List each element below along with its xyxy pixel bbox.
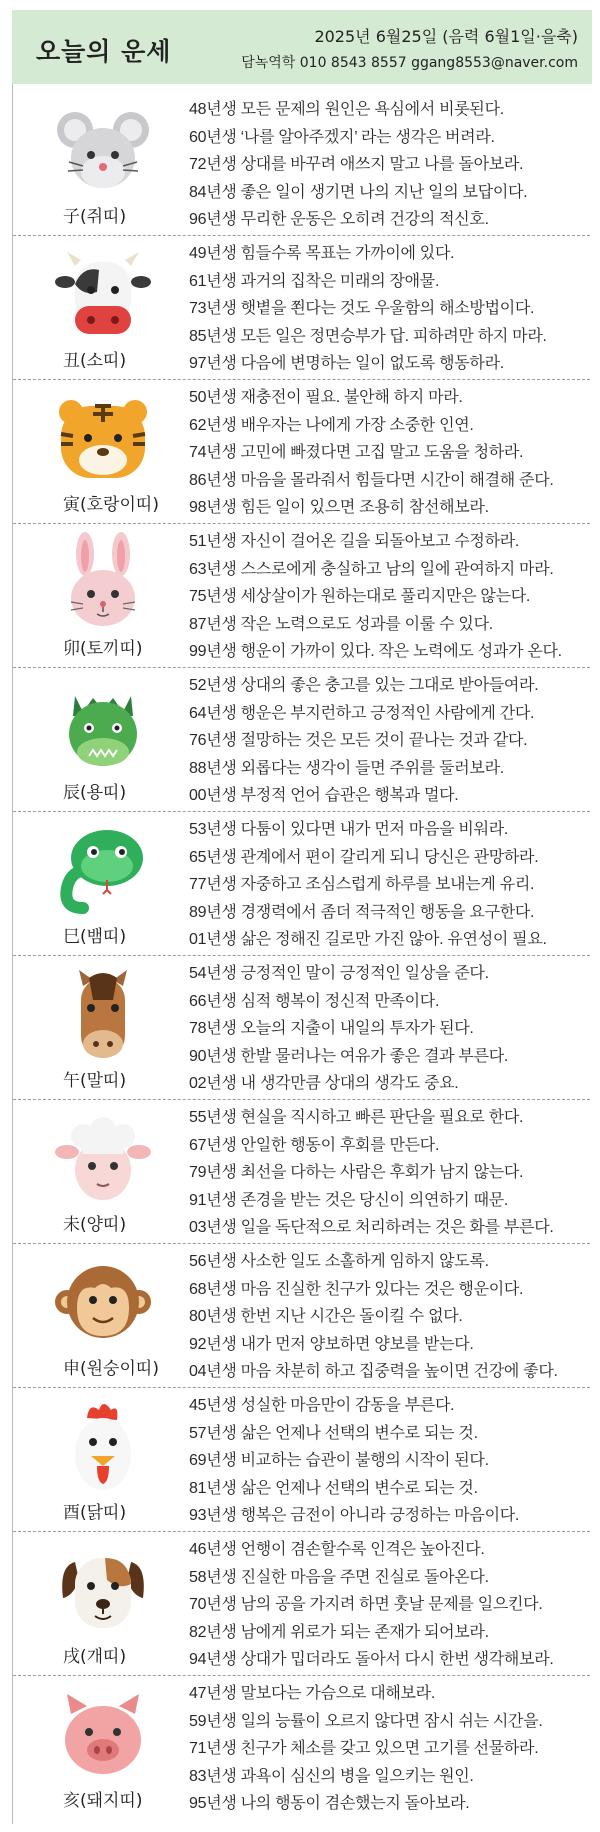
fortune-lines	[189, 1536, 589, 1674]
fortune-line: 01년생 삶은 정해진 길로만 가진 않아. 유연성이 필요.	[189, 931, 547, 948]
zodiac-row-5	[13, 668, 590, 812]
fortune-line: 95년생 나의 행동이 겸손했는지 돌아보라.	[189, 1795, 470, 1812]
monkey-icon	[53, 1252, 153, 1352]
zodiac-list	[13, 92, 590, 1820]
fortune-line: 87년생 작은 노력으로도 성과를 이룰 수 있다.	[189, 615, 493, 633]
fortune-line: 52년생 상대의 좋은 충고를 있는 그대로 받아들여라.	[189, 677, 539, 694]
zodiac-row-6	[13, 812, 590, 956]
fortune-line: 45년생 성실한 마음만이 감동을 부른다.	[189, 1397, 455, 1414]
zodiac-row-2	[13, 236, 590, 380]
fortune-line: 93년생 행복은 금전이 아니라 긍정하는 마음이다.	[189, 1507, 520, 1524]
fortune-lines	[189, 1104, 589, 1242]
pig-icon	[53, 1684, 153, 1784]
fortune-line: 61년생 과거의 집착은 미래의 장애물.	[189, 272, 440, 290]
fortune-line: 60년생 ‘나를 알아주겠지’ 라는 생각은 버려라.	[189, 128, 495, 146]
zodiac-label: 寅(호랑이띠)	[63, 495, 159, 515]
fortune-line: 71년생 친구가 체소를 갖고 있으면 고기를 선물하라.	[189, 1740, 539, 1757]
fortune-line: 65년생 관계에서 편이 갈리게 되니 당신은 관망하라.	[189, 848, 539, 866]
fortune-line: 02년생 내 생각만큼 상대의 생각도 중요.	[189, 1075, 459, 1092]
fortune-line: 82년생 남에게 위로가 되는 존재가 되어보라.	[189, 1623, 489, 1641]
fortune-line: 85년생 모든 일은 정면승부가 답. 피하려만 하지 마라.	[189, 327, 547, 345]
zodiac-row-8	[13, 1100, 590, 1244]
horse-icon	[53, 964, 153, 1064]
dog-icon	[53, 1540, 153, 1640]
zodiac-label: 酉(닭띠)	[63, 1503, 127, 1523]
fortune-line: 78년생 오늘의 지출이 내일의 투자가 된다.	[189, 1020, 474, 1037]
ox-icon	[53, 244, 153, 344]
zodiac-label: 亥(돼지띠)	[63, 1791, 143, 1811]
fortune-lines	[189, 96, 589, 234]
zodiac-label: 卯(토끼띠)	[63, 639, 143, 659]
fortune-line: 98년생 힘든 일이 있으면 조용히 참선해보라.	[189, 499, 489, 516]
fortune-lines	[189, 1248, 589, 1386]
fortune-line: 69년생 비교하는 습관이 불행의 시작이 된다.	[189, 1452, 489, 1469]
fortune-line: 04년생 마음 차분히 하고 집중력을 높이면 건강에 좋다.	[189, 1363, 558, 1380]
fortune-line: 74년생 고민에 빠졌다면 고집 말고 도움을 청하라.	[189, 444, 524, 461]
fortune-line: 48년생 모든 문제의 원인은 욕심에서 비롯된다.	[189, 101, 504, 118]
fortune-line: 63년생 스스로에게 충실하고 남의 일에 관여하지 마라.	[189, 560, 554, 578]
zodiac-label: 巳(뱀띠)	[63, 927, 127, 947]
fortune-line: 68년생 마음 진실한 친구가 있다는 것은 행운이다.	[189, 1280, 524, 1298]
zodiac-row-12	[13, 1676, 590, 1820]
zodiac-row-9	[13, 1244, 590, 1388]
fortune-line: 70년생 남의 공을 가지려 하면 훗날 문제를 일으킨다.	[189, 1596, 543, 1613]
sheep-icon	[53, 1108, 153, 1208]
fortune-lines	[189, 672, 589, 810]
fortune-lines	[189, 528, 589, 666]
fortune-lines	[189, 1392, 589, 1530]
fortune-line: 76년생 절망하는 것은 모든 것이 끝나는 것과 같다.	[189, 732, 528, 749]
fortune-line: 83년생 과욕이 심신의 병을 일으키는 원인.	[189, 1767, 474, 1785]
fortune-line: 72년생 상대를 바꾸려 애쓰지 말고 나를 돌아보라.	[189, 156, 524, 173]
fortune-line: 99년생 행운이 가까이 있다. 작은 노력에도 성과가 온다.	[189, 643, 562, 660]
zodiac-row-11	[13, 1532, 590, 1676]
date-line: 2025년 6월25일 (음력 6월1일·을축)	[314, 27, 578, 46]
fortune-line: 75년생 세상살이가 원하는대로 풀리지만은 않는다.	[189, 588, 531, 605]
fortune-line: 53년생 다툼이 있다면 내가 먼저 마음을 비워라.	[189, 821, 509, 838]
zodiac-label: 午(말띠)	[63, 1071, 127, 1091]
fortune-line: 59년생 일의 능률이 오르지 않다면 잠시 쉬는 시간을.	[189, 1712, 543, 1730]
rat-icon	[53, 100, 153, 200]
fortune-line: 89년생 경쟁력에서 좀더 적극적인 행동을 요구한다.	[189, 903, 535, 921]
fortune-line: 94년생 상대가 밉더라도 돌아서 다시 한번 생각해보라.	[189, 1651, 554, 1668]
dragon-icon	[53, 676, 153, 776]
fortune-line: 54년생 긍정적인 말이 긍정적인 일상을 준다.	[189, 965, 489, 982]
fortune-line: 79년생 최선을 다하는 사람은 후회가 남지 않는다.	[189, 1164, 524, 1181]
fortune-line: 97년생 다음에 변명하는 일이 없도록 행동하라.	[189, 355, 504, 372]
fortune-line: 50년생 재충전이 필요. 불안해 하지 마라.	[189, 389, 463, 406]
zodiac-row-1	[13, 92, 590, 236]
page-title: 오늘의 운세	[36, 37, 172, 66]
zodiac-label: 辰(용띠)	[63, 783, 127, 803]
fortune-line: 51년생 자신이 걸어온 길을 되돌아보고 수정하라.	[189, 533, 520, 550]
zodiac-row-10	[13, 1388, 590, 1532]
zodiac-label: 戌(개띠)	[63, 1647, 127, 1667]
zodiac-label: 申(원숭이띠)	[63, 1359, 159, 1379]
zodiac-row-3	[13, 380, 590, 524]
fortune-line: 55년생 현실을 직시하고 빠른 판단을 필요로 한다.	[189, 1109, 524, 1126]
zodiac-label: 丑(소띠)	[63, 351, 127, 371]
fortune-lines	[189, 960, 589, 1098]
fortune-line: 73년생 햇볕을 쬔다는 것도 우울함의 해소방법이다.	[189, 300, 535, 317]
fortune-lines	[189, 384, 589, 522]
tiger-icon	[53, 388, 153, 488]
fortune-line: 81년생 삶은 언제나 선택의 변수로 되는 것.	[189, 1479, 478, 1497]
fortune-line: 56년생 사소한 일도 소홀하게 임하지 않도록.	[189, 1253, 489, 1270]
fortune-line: 46년생 언행이 겸손할수록 인격은 높아진다.	[189, 1541, 485, 1558]
fortune-lines	[189, 240, 589, 378]
fortune-line: 96년생 무리한 운동은 오히려 건강의 적신호.	[189, 211, 489, 228]
zodiac-label: 未(양띠)	[63, 1215, 127, 1235]
fortune-line: 88년생 외롭다는 생각이 들면 주위를 둘러보라.	[189, 759, 504, 777]
fortune-line: 91년생 존경을 받는 것은 당신이 의연하기 때문.	[189, 1191, 509, 1209]
fortune-line: 77년생 자중하고 조심스럽게 하루를 보내는게 유리.	[189, 876, 535, 893]
fortune-lines	[189, 1680, 589, 1818]
fortune-line: 66년생 심적 행복이 정신적 만족이다.	[189, 992, 440, 1010]
fortune-line: 84년생 좋은 일이 생기면 나의 지난 일의 보답이다.	[189, 183, 528, 201]
fortune-lines	[189, 816, 589, 954]
fortune-line: 86년생 마음을 몰라줘서 힘들다면 시간이 해결해 준다.	[189, 471, 554, 489]
rabbit-icon	[53, 532, 153, 632]
fortune-line: 58년생 진실한 마음을 주면 진실로 돌아온다.	[189, 1568, 489, 1586]
zodiac-label: 子(쥐띠)	[63, 207, 127, 227]
fortune-line: 62년생 배우자는 나에게 가장 소중한 인연.	[189, 416, 474, 434]
contact-line: 담녹역학 010 8543 8557 ggang8553@naver.com	[241, 55, 578, 71]
fortune-line: 49년생 힘들수록 목표는 가까이에 있다.	[189, 245, 455, 262]
fortune-line: 64년생 행운은 부지런하고 긍정적인 사람에게 간다.	[189, 704, 535, 722]
fortune-line: 80년생 한번 지난 시간은 돌이킬 수 없다.	[189, 1308, 463, 1325]
fortune-line: 03년생 일을 독단적으로 처리하려는 것은 화를 부른다.	[189, 1219, 554, 1236]
fortune-line: 92년생 내가 먼저 양보하면 양보를 받는다.	[189, 1335, 474, 1353]
fortune-line: 67년생 안일한 행동이 후회를 만든다.	[189, 1136, 440, 1154]
header-banner	[12, 10, 592, 84]
fortune-line: 57년생 삶은 언제나 선택의 변수로 되는 것.	[189, 1424, 478, 1442]
zodiac-row-4	[13, 524, 590, 668]
snake-icon	[53, 820, 153, 920]
zodiac-row-7	[13, 956, 590, 1100]
fortune-line: 47년생 말보다는 가슴으로 대해보라.	[189, 1685, 435, 1702]
rooster-icon	[53, 1396, 153, 1496]
fortune-line: 00년생 부정적 언어 습관은 행복과 멀다.	[189, 787, 459, 804]
fortune-line: 90년생 한발 물러나는 여유가 좋은 결과 부른다.	[189, 1047, 509, 1065]
